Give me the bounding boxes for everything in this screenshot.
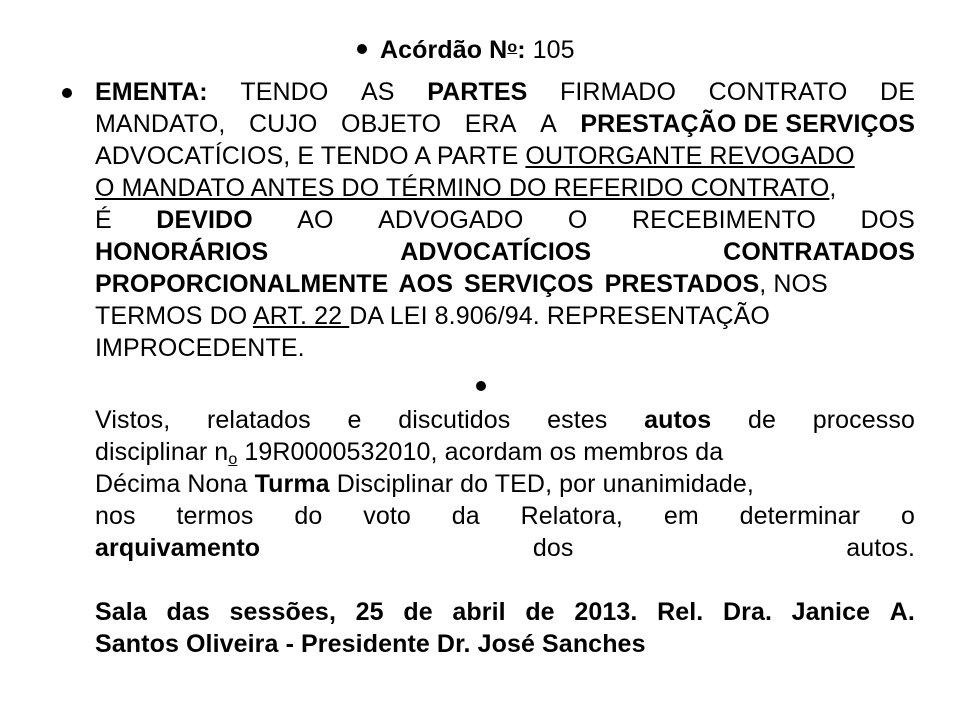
ementa-line-1 xyxy=(95,76,915,108)
sala-line-1 xyxy=(95,596,915,628)
text-fragment: CUJO xyxy=(249,110,318,138)
text-fragment: TENDO xyxy=(240,78,329,106)
text-fragment: Santos Oliveira - Presidente Dr. José Sanches xyxy=(95,630,646,658)
text-fragment: IMPROCEDENTE. xyxy=(95,334,305,362)
text-fragment: PRESTAÇÃO DE SERVIÇOS xyxy=(580,110,915,138)
text-fragment: É xyxy=(95,206,112,234)
acordao-heading xyxy=(380,32,575,66)
text-fragment: Dra. xyxy=(722,598,773,626)
text-fragment: EMENTA: xyxy=(95,78,208,106)
text-fragment: A xyxy=(540,110,557,138)
acordao-number: 105 xyxy=(532,36,575,64)
bullet-dot xyxy=(62,88,72,98)
text-fragment: , NOS xyxy=(759,270,828,298)
text-fragment: MANDATO, xyxy=(95,110,226,138)
vistos-line-5 xyxy=(95,532,915,564)
text-fragment: discutidos xyxy=(398,406,511,434)
text-fragment: OUTORGANTE REVOGADO xyxy=(525,142,855,170)
ementa-line-5 xyxy=(95,204,915,236)
text-fragment: e xyxy=(347,406,362,434)
text-fragment: DEVIDO xyxy=(156,206,253,234)
bullet-dot xyxy=(476,381,486,391)
text-fragment: : xyxy=(517,36,526,64)
sala-line-2 xyxy=(95,628,646,660)
ementa-line-9 xyxy=(95,332,305,364)
text-fragment: PARTES xyxy=(427,78,528,106)
text-fragment: da xyxy=(451,502,480,530)
text-fragment: processo xyxy=(812,406,915,434)
text-fragment: abril xyxy=(452,598,506,626)
text-fragment: Relatora, xyxy=(520,502,623,530)
text-fragment: Disciplinar do TED, por unanimidade, xyxy=(329,470,754,498)
text-fragment: de xyxy=(403,598,433,626)
text-fragment: nos xyxy=(95,502,136,530)
text-fragment: em xyxy=(663,502,699,530)
text-fragment: AS xyxy=(361,78,395,106)
text-fragment: sessões, xyxy=(229,598,336,626)
ementa-line-3 xyxy=(95,140,855,172)
text-fragment: ADVOCATÍCIOS, E TENDO A PARTE xyxy=(95,142,526,170)
text-fragment: voto xyxy=(363,502,411,530)
text-fragment: Sala xyxy=(95,598,147,626)
text-fragment: Rel. xyxy=(657,598,704,626)
text-fragment: O xyxy=(567,206,588,234)
text-fragment: de xyxy=(747,406,776,434)
text-fragment: ADVOCATÍCIOS xyxy=(400,238,592,266)
text-fragment: Décima Nona xyxy=(95,470,255,498)
text-fragment: arquivamento xyxy=(95,534,261,562)
text-fragment: o xyxy=(228,451,238,468)
text-fragment: O MANDATO ANTES DO TÉRMINO DO REFERIDO CONTRATO xyxy=(95,174,830,202)
ementa-line-8 xyxy=(95,300,770,332)
acordao-label xyxy=(380,36,526,64)
ementa-line-2 xyxy=(95,108,915,140)
text-fragment: relatados xyxy=(207,406,311,434)
text-fragment: RECEBIMENTO xyxy=(631,206,816,234)
text-fragment: das xyxy=(166,598,210,626)
text-fragment: ADVOGADO xyxy=(378,206,524,234)
ementa-line-6 xyxy=(95,236,915,268)
text-fragment: Acórdão N xyxy=(380,36,508,64)
text-fragment: autos xyxy=(644,406,712,434)
text-fragment: do xyxy=(294,502,323,530)
text-fragment: 25 xyxy=(355,598,384,626)
text-fragment: DOS xyxy=(860,206,915,234)
text-fragment: HONORÁRIOS xyxy=(95,238,269,266)
ementa-line-4 xyxy=(95,172,836,204)
text-fragment: 19R0000532010, acordam os membros da xyxy=(237,438,724,466)
text-fragment: OBJETO xyxy=(341,110,442,138)
text-fragment: Vistos, xyxy=(95,406,171,434)
vistos-line-4 xyxy=(95,500,915,532)
text-fragment: dos xyxy=(532,534,574,562)
text-fragment: estes xyxy=(547,406,608,434)
text-fragment: determinar xyxy=(739,502,861,530)
text-fragment: TERMOS DO xyxy=(95,302,253,330)
text-fragment: o xyxy=(900,502,915,530)
text-fragment: AO xyxy=(297,206,334,234)
text-fragment: ART. 22 xyxy=(252,302,350,330)
bullet-dot xyxy=(357,44,367,54)
text-fragment: de xyxy=(525,598,555,626)
text-fragment: autos. xyxy=(846,534,915,562)
text-fragment: ERA xyxy=(464,110,517,138)
text-fragment: FIRMADO xyxy=(560,78,676,106)
vistos-line-1 xyxy=(95,404,915,436)
vistos-line-3 xyxy=(95,468,754,500)
text-fragment: , xyxy=(829,174,837,202)
text-fragment: CONTRATO xyxy=(708,78,848,106)
text-fragment: DE xyxy=(880,78,915,106)
text-fragment: termos xyxy=(176,502,254,530)
text-fragment: Turma xyxy=(254,470,330,498)
text-fragment: DA LEI 8.906/94. REPRESENTAÇÃO xyxy=(349,302,770,330)
text-fragment: o xyxy=(507,39,518,56)
text-fragment: CONTRATADOS xyxy=(723,238,915,266)
text-fragment: Janice xyxy=(791,598,871,626)
text-fragment: PROPORCIONALMENTE AOS SERVIÇOS PRESTADOS xyxy=(95,270,760,298)
text-fragment: A. xyxy=(889,598,915,626)
text-fragment: disciplinar n xyxy=(95,438,229,466)
text-fragment: 2013. xyxy=(574,598,638,626)
ementa-line-7 xyxy=(95,268,915,300)
